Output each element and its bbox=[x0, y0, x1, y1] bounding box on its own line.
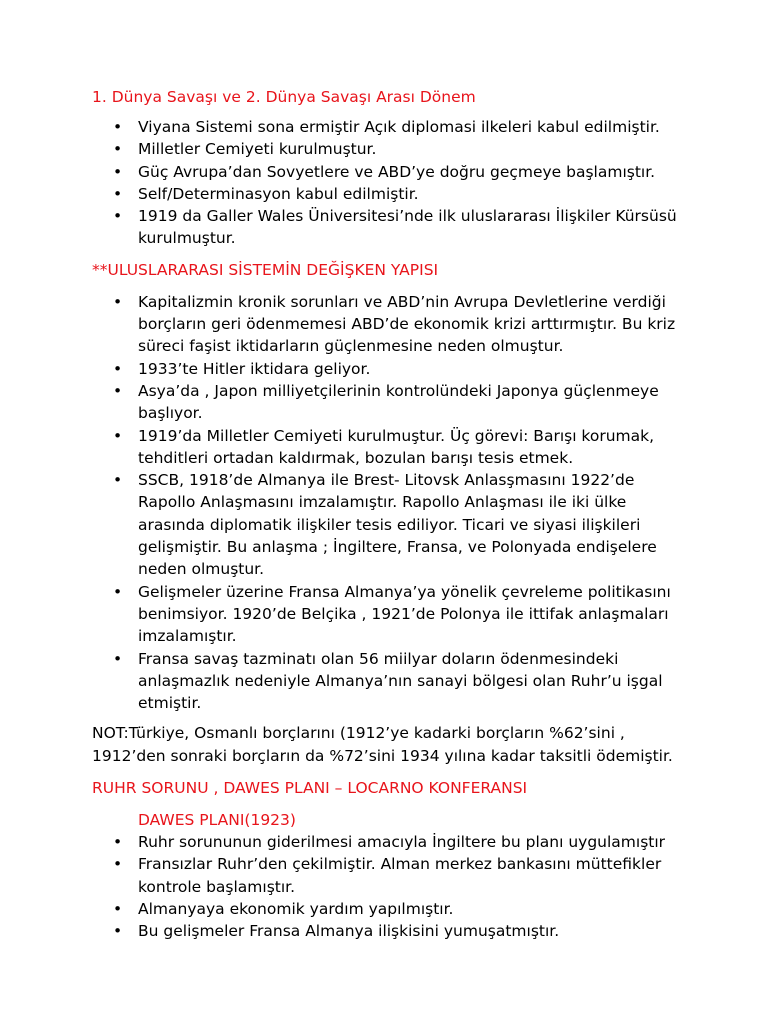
subheading-dawes-plan: DAWES PLANI(1923) bbox=[138, 811, 296, 830]
list-item: • 1919 da Galler Wales Üniversitesi’nde ilk uluslararası İlişkiler Kürsüsü kurulmuştur. bbox=[92, 205, 692, 250]
section-heading-interwar: 1. Dünya Savaşı ve 2. Dünya Savaşı Arası Dönem bbox=[92, 88, 476, 106]
document-content bbox=[92, 86, 692, 943]
list-item: • Almanyaya ekonomik yardım yapılmıştır. bbox=[92, 898, 692, 920]
list-item: • 1919’da Milletler Cemiyeti kurulmuştur. Üç görevi: Barışı korumak, tehditleri ortadan kaldırmak, bozulan barışı tesis etmek. bbox=[92, 425, 692, 470]
note-paragraph: NOT:Türkiye, Osmanlı borçlarını (1912’ye kadarki borçların %62’sini , 1912’den sonraki borçların da %72’sini 1934 yılına kadar taksitli ödemiştir. bbox=[92, 724, 673, 765]
list-item: • Kapitalizmin kronik sorunları ve ABD’nin Avrupa Devletlerine verdiği borçların geri ödenmemesi ABD’de ekonomik krizi arttırmıştır. Bu kriz süreci faşist iktidarların güçlenmesine neden olmuştur. bbox=[92, 291, 692, 358]
list-item: • Self/Determinasyon kabul edilmiştir. bbox=[92, 183, 692, 205]
list-item: • Bu gelişmeler Fransa Almanya ilişkisini yumuşatmıştır. bbox=[92, 920, 692, 942]
bullet-list-dawes-plan bbox=[92, 831, 692, 942]
section-heading-ruhr: RUHR SORUNU , DAWES PLANI – LOCARNO KONFERANSI bbox=[92, 779, 528, 798]
bullet-list-interwar bbox=[92, 116, 692, 250]
section-heading-international-system: **ULUSLARARASI SİSTEMİN DEĞİŞKEN YAPISI bbox=[92, 260, 439, 279]
list-item: • Milletler Cemiyeti kurulmuştur. bbox=[92, 138, 692, 160]
list-item: • Güç Avrupa’dan Sovyetlere ve ABD’ye doğru geçmeye başlamıştır. bbox=[92, 161, 692, 183]
list-item: • Asya’da , Japon milliyetçilerinin kontrolündeki Japonya güçlenmeye başlıyor. bbox=[92, 380, 692, 425]
list-item: • Fransızlar Ruhr’den çekilmiştir. Alman merkez bankasını müttefikler kontrole başlamıştır. bbox=[92, 853, 692, 898]
list-item: • Fransa savaş tazminatı olan 56 miilyar doların ödenmesindeki anlaşmazlık nedeniyle Almanya’nın sanayi bölgesi olan Ruhr’u işgal etmiştir. bbox=[92, 648, 692, 715]
list-item: • SSCB, 1918’de Almanya ile Brest- Litovsk Anlasşmasını 1922’de Rapollo Anlaşmasını imzalamıştır. Rapollo Anlaşması ile iki ülke arasında diplomatik ilişkiler tesis ediliyor. Ticari ve siyasi ilişkileri gelişmiştir. Bu anlaşma ; İngiltere, Fransa, ve Polonyada endişelere neden olmuştur. bbox=[92, 469, 692, 580]
list-item: • Viyana Sistemi sona ermiştir Açık diplomasi ilkeleri kabul edilmiştir. bbox=[92, 116, 692, 138]
list-item: • 1933’te Hitler iktidara geliyor. bbox=[92, 358, 692, 380]
list-item: • Gelişmeler üzerine Fransa Almanya’ya yönelik çevreleme politikasını benimsiyor. 1920’de Belçika , 1921’de Polonya ile ittifak anlaşmaları imzalamıştır. bbox=[92, 581, 692, 648]
list-item: • Ruhr sorununun giderilmesi amacıyla İngiltere bu planı uygulamıştır bbox=[92, 831, 692, 853]
bullet-list-international-system bbox=[92, 291, 692, 715]
